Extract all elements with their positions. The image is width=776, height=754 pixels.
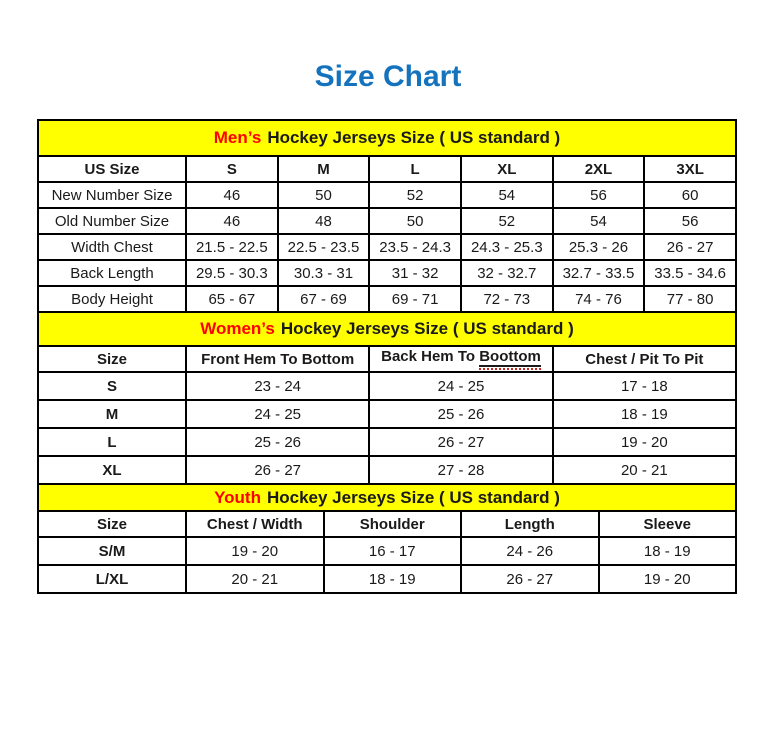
column-header: Chest / Width [186,511,324,537]
data-cell: 19 - 20 [186,537,324,565]
data-cell: 33.5 - 34.6 [644,260,736,286]
youth-size-table [37,510,737,594]
column-header: Size [38,346,186,372]
row-label: New Number Size [38,182,186,208]
table-row [38,208,736,234]
data-cell: 54 [461,182,553,208]
column-header: Shoulder [324,511,462,537]
data-cell: 20 - 21 [553,456,736,484]
column-header: XL [461,156,553,182]
column-header: US Size [38,156,186,182]
data-cell: 18 - 19 [553,400,736,428]
column-header: Front Hem To Bottom [186,346,369,372]
data-cell: 24.3 - 25.3 [461,234,553,260]
youth-section [37,483,737,594]
heading-highlight: Youth [214,487,261,507]
data-cell: 65 - 67 [186,286,278,312]
data-cell: 74 - 76 [553,286,645,312]
heading-text: Hockey Jerseys Size ( US standard ) [266,487,560,507]
header-row [38,346,736,372]
youth-section-heading [37,483,737,512]
column-header: 2XL [553,156,645,182]
column-header: M [278,156,370,182]
data-cell: 46 [186,208,278,234]
column-header: 3XL [644,156,736,182]
column-header: S [186,156,278,182]
data-cell: 77 - 80 [644,286,736,312]
data-cell: 24 - 25 [186,400,369,428]
table-row [38,182,736,208]
data-cell: 17 - 18 [553,372,736,400]
data-cell: 18 - 19 [324,565,462,593]
table-row [38,260,736,286]
data-cell: 22.5 - 23.5 [278,234,370,260]
data-cell: 23 - 24 [186,372,369,400]
header-row [38,511,736,537]
data-cell: 31 - 32 [369,260,461,286]
data-cell: 20 - 21 [186,565,324,593]
data-cell: 48 [278,208,370,234]
data-cell: 26 - 27 [644,234,736,260]
womens-size-table [37,345,737,485]
data-cell: 24 - 25 [369,372,552,400]
row-label: L [38,428,186,456]
data-cell: 52 [461,208,553,234]
womens-section [37,311,737,485]
table-row [38,286,736,312]
column-header: Size [38,511,186,537]
data-cell: 30.3 - 31 [278,260,370,286]
header-row [38,156,736,182]
heading-highlight: Women’s [200,319,275,338]
row-label: S [38,372,186,400]
data-cell: 52 [369,182,461,208]
mens-size-table [37,155,737,313]
data-cell: 50 [278,182,370,208]
heading-text: Hockey Jerseys Size ( US standard ) [280,319,574,338]
data-cell: 67 - 69 [278,286,370,312]
row-label: M [38,400,186,428]
heading-text: Hockey Jerseys Size ( US standard ) [267,128,561,147]
data-cell: 69 - 71 [369,286,461,312]
mens-section-heading [37,119,737,157]
column-header: Sleeve [599,511,737,537]
data-cell: 54 [553,208,645,234]
table-row [38,234,736,260]
data-cell: 32.7 - 33.5 [553,260,645,286]
size-chart-page [0,62,776,754]
data-cell: 24 - 26 [461,537,599,565]
data-cell: 19 - 20 [599,565,737,593]
row-label: Body Height [38,286,186,312]
column-header: Back Hem To Boottom [369,346,552,372]
womens-section-heading [37,311,737,347]
data-cell: 72 - 73 [461,286,553,312]
row-label: Back Length [38,260,186,286]
data-cell: 46 [186,182,278,208]
data-cell: 50 [369,208,461,234]
column-header: L [369,156,461,182]
data-cell: 26 - 27 [369,428,552,456]
data-cell: 27 - 28 [369,456,552,484]
row-label: Old Number Size [38,208,186,234]
data-cell: 29.5 - 30.3 [186,260,278,286]
table-row [38,537,736,565]
data-cell: 19 - 20 [553,428,736,456]
row-label: L/XL [38,565,186,593]
column-header: Chest / Pit To Pit [553,346,736,372]
data-cell: 26 - 27 [186,456,369,484]
heading-highlight: Men’s [213,128,262,147]
mens-section [37,119,737,313]
data-cell: 32 - 32.7 [461,260,553,286]
table-row [38,456,736,484]
row-label: XL [38,456,186,484]
misspelled-word: Boottom [479,349,541,370]
column-header: Length [461,511,599,537]
row-label: S/M [38,537,186,565]
page-title: Size Chart [314,60,462,93]
data-cell: 25.3 - 26 [553,234,645,260]
table-row [38,565,736,593]
data-cell: 25 - 26 [186,428,369,456]
data-cell: 21.5 - 22.5 [186,234,278,260]
data-cell: 25 - 26 [369,400,552,428]
data-cell: 18 - 19 [599,537,737,565]
data-cell: 56 [553,182,645,208]
table-row [38,428,736,456]
data-cell: 26 - 27 [461,565,599,593]
data-cell: 16 - 17 [324,537,462,565]
data-cell: 23.5 - 24.3 [369,234,461,260]
size-chart [37,119,737,594]
table-row [38,372,736,400]
data-cell: 56 [644,208,736,234]
table-row [38,400,736,428]
data-cell: 60 [644,182,736,208]
row-label: Width Chest [38,234,186,260]
